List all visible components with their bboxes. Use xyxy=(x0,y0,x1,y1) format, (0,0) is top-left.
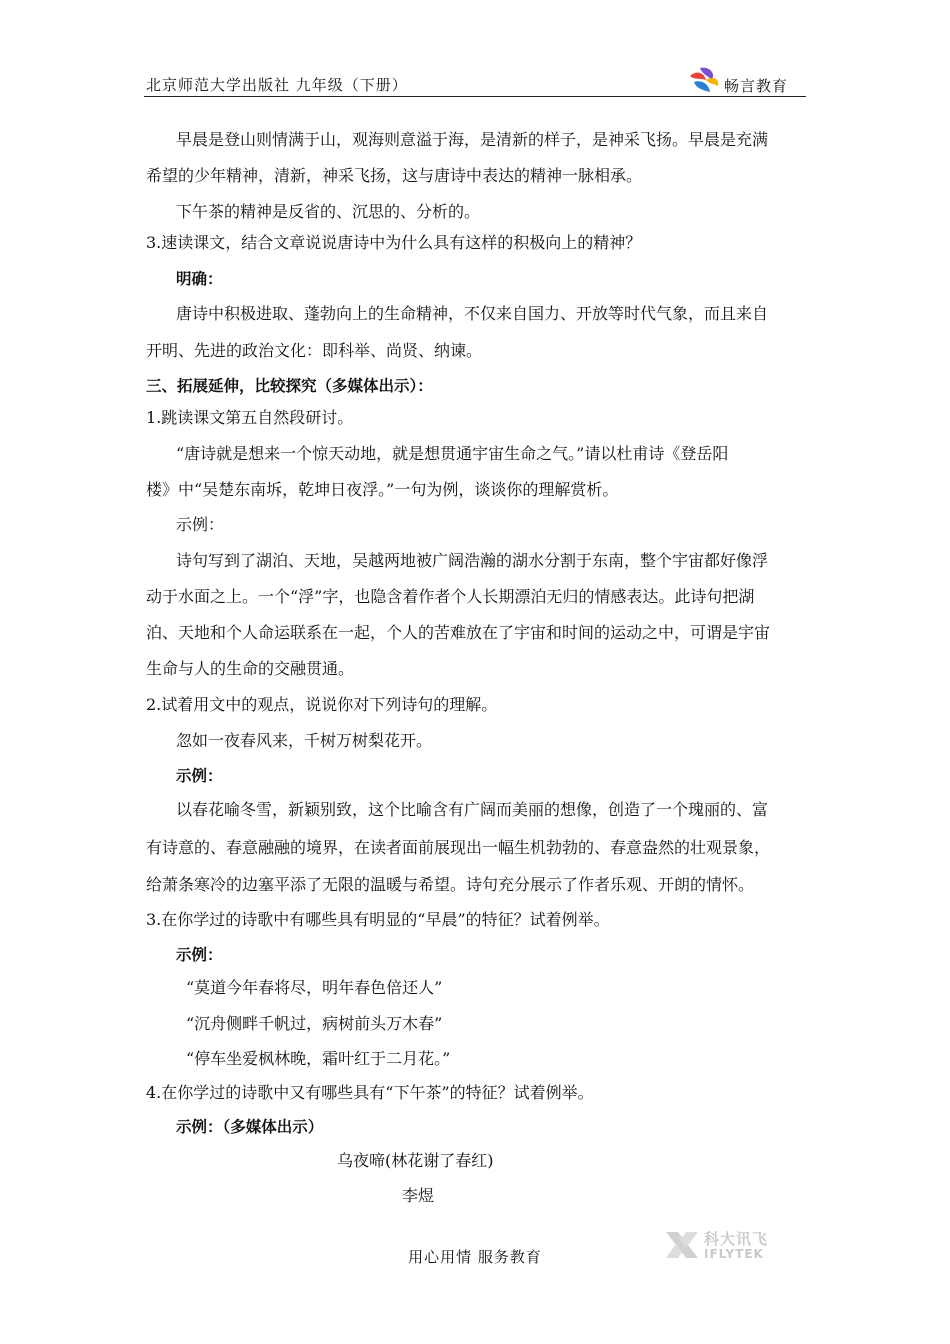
footer-slogan: 用心用情 服务教育 xyxy=(408,1248,542,1266)
example-label: 示例： xyxy=(176,946,223,964)
paragraph-line: 楼》中“吴楚东南坼，乾坤日夜浮。”一句为例，谈谈你的理解赏析。 xyxy=(146,480,619,499)
paragraph-line: 生命与人的生命的交融贯通。 xyxy=(146,659,355,678)
poem-line: “莫道今年春将尽，明年春色倍还人” xyxy=(186,978,443,997)
example-label: 示例：（多媒体出示） xyxy=(176,1118,324,1136)
question-2: 2.试着用文中的观点，说说你对下列诗句的理解。 xyxy=(146,695,498,714)
publisher-header: 北京师范大学出版社 九年级（下册） xyxy=(146,76,408,94)
question-1: 1.跳读课文第五自然段研讨。 xyxy=(146,408,354,427)
bird-logo-icon xyxy=(688,66,722,96)
iflytek-cn-name: 科大讯飞 xyxy=(704,1230,769,1248)
poem-line: “停车坐爱枫林晚，霜叶红于二月花。” xyxy=(186,1049,451,1068)
paragraph-line: 动于水面之上。一个“浮”字，也隐含着作者个人长期漂泊无归的情感表达。此诗句把湖 xyxy=(146,587,755,606)
paragraph-line: 希望的少年精神，清新，神采飞扬，这与唐诗中表达的精神一脉相承。 xyxy=(146,166,643,185)
paragraph-line: 诗句写到了湖泊、天地，吴越两地被广阔浩瀚的湖水分割于东南，整个宇宙都好像浮 xyxy=(176,551,769,570)
paragraph-line: 早晨是登山则情满于山，观海则意溢于海，是清新的样子，是神采飞扬。早晨是充满 xyxy=(176,130,769,149)
paragraph-line: 给萧条寒冷的边塞平添了无限的温暖与希望。诗句充分展示了作者乐观、开朗的情怀。 xyxy=(146,875,755,894)
question-4: 4.在你学过的诗歌中又有哪些具有“下午茶”的特征？试着例举。 xyxy=(146,1083,594,1102)
poem-title: 乌夜啼(林花谢了春红) xyxy=(337,1151,494,1170)
example-label: 示例： xyxy=(176,767,223,785)
brand-name: 畅言教育 xyxy=(724,77,789,95)
brand-logo xyxy=(688,66,808,96)
paragraph-line: 有诗意的、春意融融的境界，在读者面前展现出一幅生机勃勃的、春意盎然的壮观景象， xyxy=(146,838,771,857)
section-heading: 三、拓展延伸，比较探究（多媒体出示）： xyxy=(146,377,433,395)
iflytek-en-name: IFLYTEK xyxy=(704,1247,764,1261)
paragraph-line: “唐诗就是想来一个惊天动地，就是想贯通宇宙生命之气。”请以杜甫诗《登岳阳 xyxy=(176,444,729,463)
paragraph-line: 下午茶的精神是反省的、沉思的、分析的。 xyxy=(176,202,481,221)
paragraph-line: 以春花喻冬雪，新颖别致，这个比喻含有广阔而美丽的想像，创造了一个瑰丽的、富 xyxy=(176,800,769,819)
question-3: 3.速读课文，结合文章说说唐诗中为什么具有这样的积极向上的精神？ xyxy=(146,233,642,252)
question-3b: 3.在你学过的诗歌中有哪些具有明显的“早晨”的特征？试着例举。 xyxy=(146,910,610,929)
paragraph-line: 泊、天地和个人命运联系在一起，个人的苦难放在了宇宙和时间的运动之中，可谓是宇宙 xyxy=(146,623,771,642)
header-divider xyxy=(144,96,806,97)
answer-label: 明确： xyxy=(176,270,223,288)
poem-author: 李煜 xyxy=(402,1186,435,1205)
poem-line: “沉舟侧畔千帆过，病树前头万木春” xyxy=(186,1014,443,1033)
paragraph-line: 开明、先进的政治文化：即科举、尚贤、纳谏。 xyxy=(146,341,483,360)
example-label: 示例： xyxy=(176,515,225,534)
poem-line: 忽如一夜春风来，千树万树梨花开。 xyxy=(176,731,433,750)
paragraph-line: 唐诗中积极进取、蓬勃向上的生命精神，不仅来自国力、开放等时代气象，而且来自 xyxy=(176,304,769,323)
